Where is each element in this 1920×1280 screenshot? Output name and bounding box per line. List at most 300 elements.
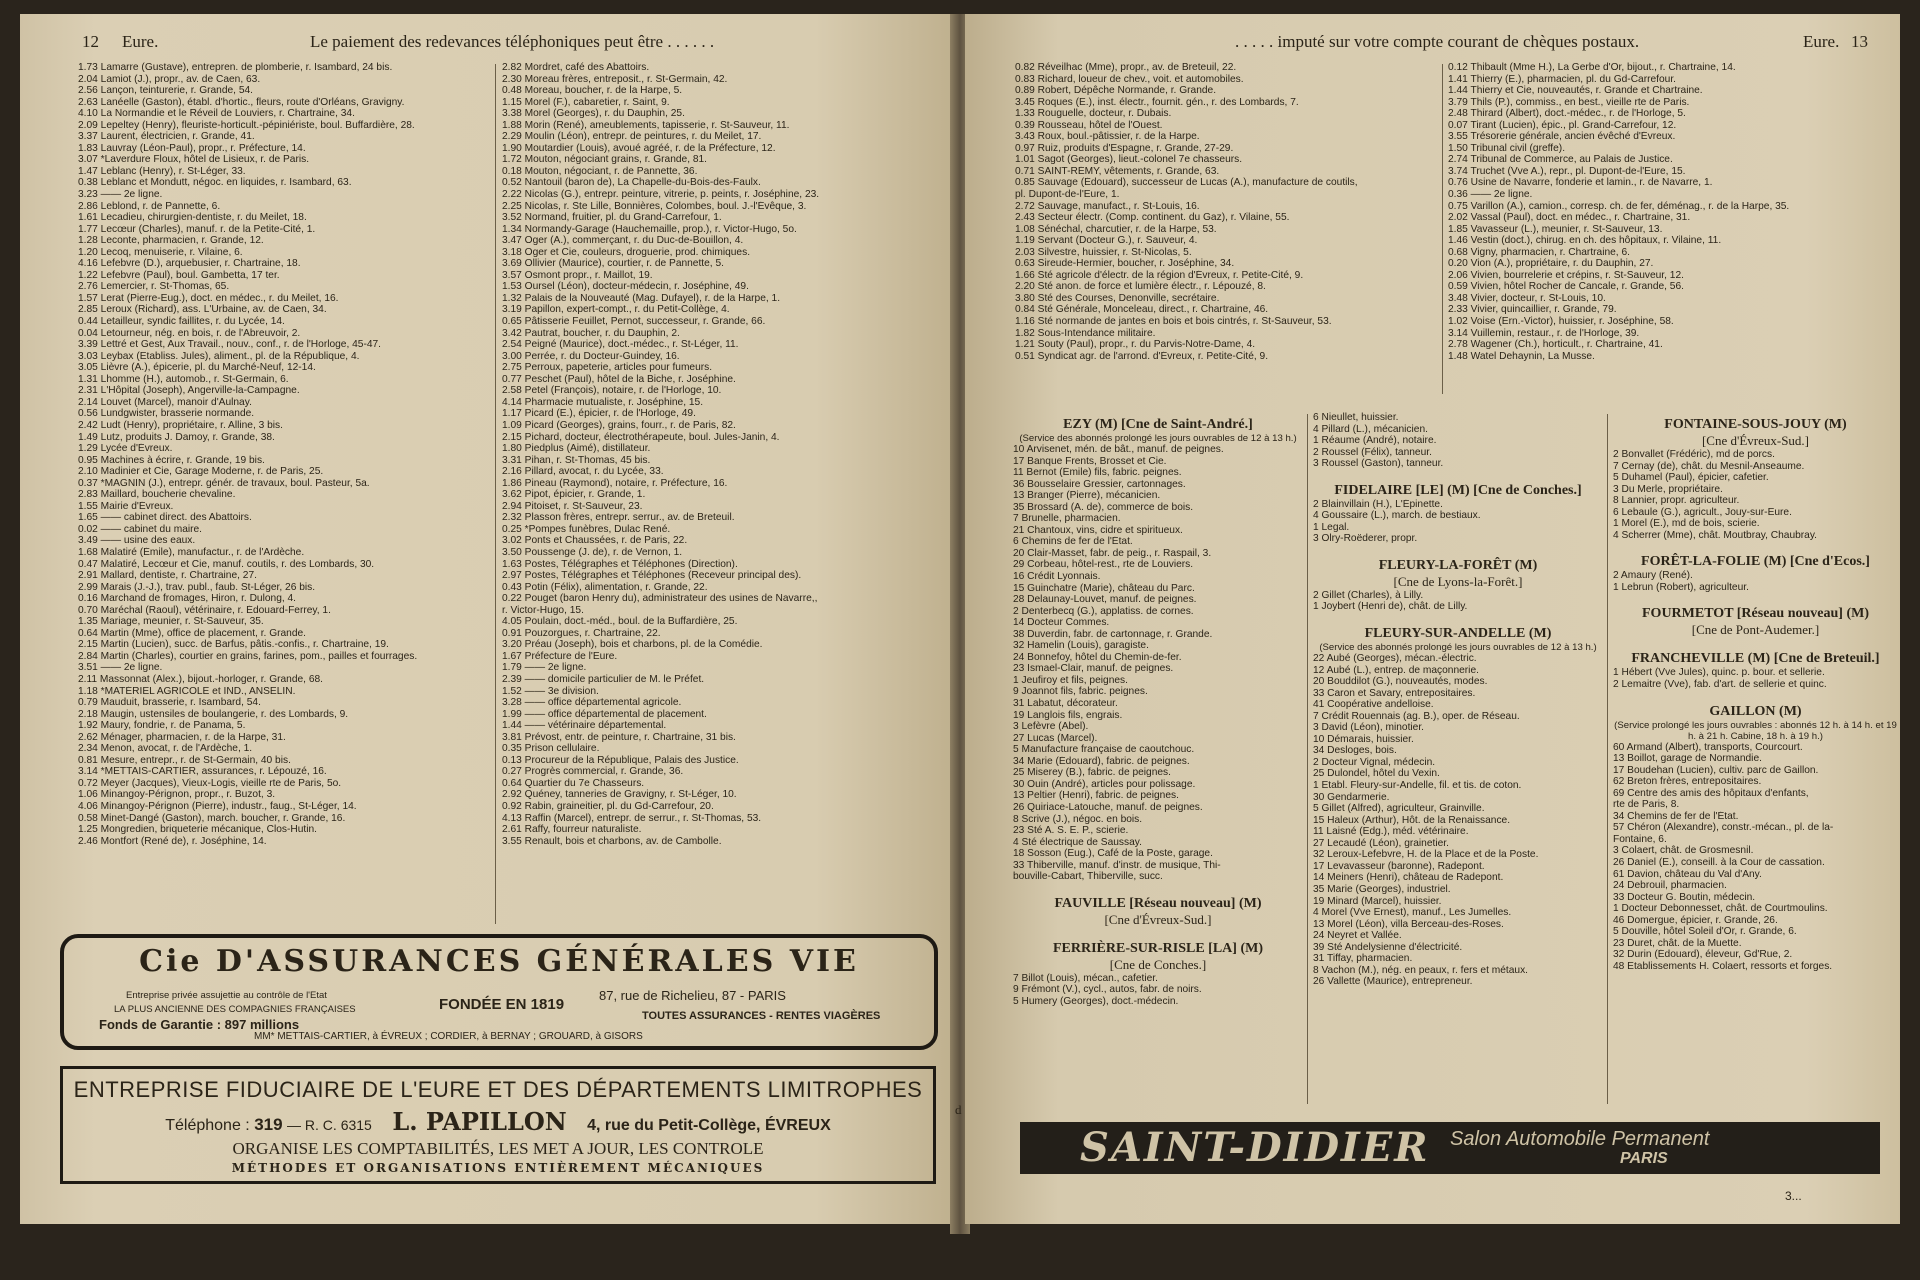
directory-entry: 4.10 La Normandie et le Réveil de Louviers, r. Chartraine, 34.: [78, 108, 355, 120]
directory-entry: 2.85 Leroux (Richard), ass. L'Urbaine, av. de Caen, 34.: [78, 304, 327, 316]
directory-entry: 7 Crédit Rouennais (ag. B.), oper. de Réseau.: [1313, 710, 1520, 722]
directory-entry: 20 Clair-Masset, fabr. de peig., r. Raspail, 3.: [1013, 547, 1212, 559]
directory-entry: 1.09 Picard (Georges), grains, fourr., r. de Paris, 82.: [502, 419, 736, 431]
directory-entry: 35 Marie (Georges), industriel.: [1313, 883, 1451, 895]
ad-papillon-fiduciaire: [60, 1066, 936, 1184]
ad-assurances-line2: LA PLUS ANCIENNE DES COMPAGNIES FRANÇAISES: [114, 1004, 356, 1015]
directory-entry: 3.80 Sté des Courses, Denonville, secrétaire.: [1015, 292, 1220, 304]
directory-entry: 29 Corbeau, hôtel-rest., rte de Louviers.: [1013, 559, 1194, 571]
directory-entry: 0.16 Marchand de fromages, Hiron, r. Dulong, 4.: [78, 593, 297, 605]
directory-entry: 0.72 Meyer (Jacques), Vieux-Logis, vieille rte de Paris, 5o.: [78, 777, 342, 789]
directory-entry: 1.49 Lutz, produits J. Damoy, r. Grande, 38.: [78, 431, 275, 443]
section-title-fontaine: FONTAINE-SOUS-JOUY (M): [1664, 417, 1847, 432]
directory-entry: 1.90 Moutardier (Louis), avoué agréé, r. de la Préfecture, 12.: [502, 142, 776, 154]
directory-entry: 6 Lebaule (G.), agricult., Jouy-sur-Eure.: [1613, 506, 1792, 518]
directory-entry: 0.04 Letourneur, nég. en bois, r. de l'Abreuvoir, 2.: [78, 327, 301, 339]
directory-entry: 0.39 Rousseau, hôtel de l'Ouest.: [1015, 119, 1163, 131]
directory-entry: pl. Dupont-de-l'Eure, 1.: [1015, 189, 1120, 201]
directory-entry: 2.91 Mallard, dentiste, r. Chartraine, 27.: [78, 570, 257, 582]
directory-entry: 2.22 Nicolas (G.), entrepr. peinture, vitrerie, p. peints, r. Joséphine, 23.: [502, 189, 820, 201]
directory-entry: 1.73 Lamarre (Gustave), entrepren. de plomberie, r. Isambard, 24 bis.: [78, 62, 393, 73]
directory-entry: 2.30 Moreau frères, entreposit., r. St-Germain, 42.: [502, 73, 728, 85]
directory-entry: 1.08 Sénéchal, charcutier, r. de la Harpe, 53.: [1015, 223, 1217, 235]
directory-entry: 2.72 Sauvage, manufact., r. St-Louis, 16.: [1015, 200, 1200, 212]
directory-entry: 2.06 Vivien, bourrelerie et crépins, r. St-Sauveur, 12.: [1448, 269, 1684, 281]
directory-entry: 3.74 Truchet (Vve A.), repr., pl. Dupont-de-l'Eure, 15.: [1448, 165, 1686, 177]
directory-entry: 1.52 —— 3e division.: [502, 685, 599, 697]
directory-entry: 30 Gendarmerie.: [1313, 791, 1390, 803]
directory-entry: 1.61 Lecadieu, chirurgien-dentiste, r. du Meilet, 18.: [78, 212, 307, 224]
directory-entry: 0.95 Machines à écrire, r. Grande, 19 bis.: [78, 454, 265, 466]
ad-papillon-contact: [63, 1107, 933, 1136]
directory-entry: 17 Banque Frents, Brosset et Cie.: [1013, 455, 1167, 467]
ad-assurances-generales: [60, 934, 938, 1050]
directory-entry: 2.78 Wagener (Ch.), horticult., r. Chartraine, 41.: [1448, 339, 1663, 351]
directory-entry: 3.03 Leybax (Etabliss. Jules), aliment., pl. de la République, 4.: [78, 350, 360, 362]
directory-entry: 3.39 Lettré et Gest, Aux Travail., nouv., conf., r. de l'Horloge, 45-47.: [78, 339, 382, 351]
directory-entry: 14 Meiners (Henri), château de Radepont.: [1313, 872, 1504, 884]
left-page-region: Eure.: [122, 32, 159, 51]
directory-entry: 3.81 Prévost, entr. de peinture, r. Chartraine, 31 bis.: [502, 731, 736, 743]
directory-entry: 1.28 Leconte, pharmacien, r. Grande, 12.: [78, 235, 264, 247]
directory-entry: 1.80 Piedplus (Aimé), distillateur.: [502, 443, 651, 455]
directory-entry: 0.12 Thibault (Mme H.), La Gerbe d'Or, bijout., r. Chartraine, 14.: [1448, 62, 1736, 73]
directory-entry: bouville-Cabart, Thiberville, succ.: [1013, 871, 1163, 883]
directory-entry: 0.59 Vivien, hôtel Rocher de Cancale, r. Grande, 56.: [1448, 281, 1684, 293]
section-note-fleury-andelle: (Service des abonnés prolongé les jours ouvrables de 12 à 13 h.): [1319, 642, 1597, 654]
directory-entry: 32 Hamelin (Louis), garagiste.: [1013, 640, 1149, 652]
directory-entry: 1.34 Normandy-Garage (Hauchemaille, prop.), r. Victor-Hugo, 5o.: [502, 223, 797, 235]
directory-entry: 3.62 Pipot, épicier, r. Grande, 1.: [502, 489, 646, 501]
directory-entry: 1.31 Lhomme (H.), automob., r. St-Germain, 6.: [78, 373, 289, 385]
directory-entry: 2 Blainvillain (H.), L'Épinette.: [1313, 498, 1443, 510]
directory-entry: 0.48 Moreau, boucher, r. de la Harpe, 5.: [502, 85, 683, 97]
column-divider: [1307, 414, 1308, 1104]
directory-entry: 21 Chantoux, vins, cidre et spiritueux.: [1013, 524, 1183, 536]
section-sub-ferriere: [Cne de Conches.]: [1109, 956, 1207, 972]
directory-entry: 5 Humery (Georges), doct.-médecin.: [1013, 995, 1179, 1007]
directory-entry: 41 Coopérative andelloise.: [1313, 699, 1434, 711]
directory-entry: 5 Douville, hôtel Soleil d'Or, r. Grande, 6.: [1613, 926, 1797, 938]
section-sub-fleury-foret: [Cne de Lyons-la-Forêt.]: [1393, 573, 1523, 589]
directory-entry: 0.52 Nantouil (baron de), La Chapelle-du-Bois-des-Faulx.: [502, 177, 761, 189]
directory-entry: 1.83 Lauvray (Léon-Paul), propr., r. Préfecture, 14.: [78, 142, 306, 154]
directory-entry: 2 Docteur Vignal, médecin.: [1313, 756, 1436, 768]
directory-entry: 8 Vachon (M.), nég. en peaux, r. fers et métaux.: [1313, 964, 1528, 976]
ad-papillon-name: L. PAPILLON: [392, 1107, 567, 1136]
directory-entry: 0.58 Minet-Dangé (Gaston), march. boucher, r. Grande, 16.: [78, 812, 346, 824]
directory-entry: 17 Levavasseur (baronne), Radepont.: [1313, 860, 1485, 872]
section-title-fauville: FAUVILLE [Réseau nouveau] (M): [1054, 895, 1262, 911]
section-gap: [1313, 613, 1603, 621]
directory-entry: 2.20 Sté anon. de force et lumière électr., r. Lépouzé, 8.: [1015, 281, 1266, 293]
directory-entry: 0.97 Ruiz, produits d'Espagne, r. Grande, 27-29.: [1015, 142, 1234, 154]
directory-entry: 2.39 —— domicile particulier de M. le Préfet.: [502, 673, 705, 685]
section-gap: [1613, 691, 1898, 699]
directory-entry: 2.16 Pillard, avocat, r. du Lycée, 33.: [502, 466, 664, 478]
directory-entry: 1.18 *MATÉRIEL AGRICOLE et IND., ANSELIN.: [78, 685, 296, 697]
directory-entry: 0.76 Usine de Navarre, fonderie et lamin., r. de Navarre, 1.: [1448, 177, 1713, 189]
directory-entry: 48 Etablissements H. Colaert, ressorts et forges.: [1613, 960, 1833, 972]
directory-entry: 0.18 Mouton, négociant, r. de Pannette, 36.: [502, 165, 698, 177]
directory-entry: 0.37 *MAGNIN (J.), entrepr. génér. de travaux, boul. Pasteur, 5a.: [78, 477, 370, 489]
section-gap: [1313, 470, 1603, 478]
directory-entry: 1.15 Morel (F.), cabaretier, r. Saint, 9.: [502, 96, 670, 108]
right-column-b: [1313, 412, 1603, 988]
directory-entry: 1.32 Palais de la Nouveauté (Mag. Dufayel), r. de la Harpe, 1.: [502, 292, 781, 304]
section-title-fleury-andelle: FLEURY-SUR-ANDELLE (M): [1364, 626, 1552, 642]
directory-entry: 1.33 Rouguelle, docteur, r. Dubais.: [1015, 108, 1172, 120]
right-footer-mark: 3...: [1785, 1189, 1802, 1203]
directory-entry: 33 Docteur G. Boutin, médecin.: [1613, 891, 1756, 903]
directory-entry: 15 Guinchatre (Marie), château du Parc.: [1013, 582, 1195, 594]
column-divider: [495, 64, 496, 924]
section-title-foret-folie: FORÊT-LA-FOLIE (M) [Cne d'Ecos.]: [1641, 554, 1870, 570]
directory-entry: 60 Armand (Albert), transports, Courcourt.: [1613, 741, 1803, 753]
directory-entry: 1.63 Postes, Télégraphes et Téléphones (Direction).: [502, 558, 738, 570]
directory-entry: 5 Manufacture française de caoutchouc.: [1013, 744, 1195, 756]
directory-entry: 0.91 Pouzorgues, r. Chartraine, 22.: [502, 627, 661, 639]
directory-entry: 3 David (Léon), minotier.: [1313, 722, 1424, 734]
directory-entry: 4.13 Raffin (Marcel), entrepr. de serrur., r. St-Thomas, 53.: [502, 812, 762, 824]
directory-entry: 3.14 *METTAIS-CARTIER, assurances, r. Lépouzé, 16.: [78, 766, 327, 778]
directory-entry: 31 Labatut, décorateur.: [1013, 698, 1118, 710]
directory-entry: 0.81 Mesure, entrepr., r. de St-Germain, 40 bis.: [78, 754, 291, 766]
left-page: [20, 14, 955, 1224]
directory-entry: 1.67 Préfecture de l'Eure.: [502, 650, 618, 662]
directory-entry: 31 Tiffay, pharmacien.: [1313, 953, 1413, 965]
open-directory-book: [20, 14, 1900, 1238]
ad-assurances-services: TOUTES ASSURANCES - RENTES VIAGÈRES: [642, 1010, 881, 1022]
directory-entry: 1.44 —— vétérinaire départemental.: [502, 720, 667, 732]
directory-entry: 2 Bonvallet (Frédéric), md de porcs.: [1613, 449, 1775, 460]
directory-entry: 2.63 Lanéelle (Gaston), établ. d'hortic., fleurs, route d'Orléans, Gravigny.: [78, 96, 405, 108]
directory-entry: 38 Duverdin, fabr. de cartonnage, r. Grande.: [1013, 628, 1213, 640]
directory-entry: 3.07 *Laverdure Floux, hôtel de Lisieux, r. de Paris.: [78, 154, 310, 166]
directory-entry: 4.16 Lefebvre (D.), arquebusier, r. Chartraine, 18.: [78, 258, 301, 270]
directory-entry: 3.37 Laurent, électricien, r. Grande, 41.: [78, 131, 255, 143]
directory-entry: 26 Quiriace-Latouche, manuf. de peignes.: [1013, 801, 1203, 813]
section-title-francheville: FRANCHEVILLE (M) [Cne de Breteuil.]: [1631, 651, 1880, 667]
directory-entry: 17 Boudehan (Lucien), cultiv. parc de Gaillon.: [1613, 764, 1819, 776]
directory-entry: 13 Branger (Pierre), mécanicien.: [1013, 490, 1161, 502]
directory-entry: 1.88 Morin (René), ameublements, tapisserie, r. St-Sauveur, 11.: [502, 119, 790, 131]
directory-entry: 34 Desloges, bois.: [1313, 745, 1397, 757]
directory-entry: 0.43 Potin (Félix), alimentation, r. Grande, 22.: [502, 581, 708, 593]
directory-entry: Fontaine, 6.: [1613, 833, 1667, 845]
directory-entry: 1.57 Lerat (Pierre-Eug.), doct. en médec., r. du Meilet, 16.: [78, 292, 339, 304]
right-top-column-2: [1448, 62, 1888, 362]
directory-entry: 25 Miserey (B.), fabric. de peignes.: [1013, 767, 1171, 779]
directory-entry: 2.15 Martin (Lucien), succ. de Barfus, pâtis.-confis., r. Chartraine, 19.: [78, 639, 389, 651]
directory-entry: 3.14 Vuillemin, restaur., r. de l'Horloge, 39.: [1448, 327, 1640, 339]
directory-entry: 3.05 Lièvre (A.), épicerie, pl. du Marché-Neuf, 12-14.: [78, 362, 316, 374]
directory-entry: 3.49 —— usine des eaux.: [78, 535, 196, 547]
section-gap: [1313, 545, 1603, 553]
directory-entry: 5 Duhamel (Paul), épicier, cafetier.: [1613, 472, 1769, 484]
directory-entry: 1.06 Minangoy-Pérignon, propr., r. Buzot, 3.: [78, 789, 276, 801]
directory-entry: 2 Roussel (Félix), tanneur.: [1313, 446, 1432, 458]
directory-entry: 23 Sté A. S. E. P., scierie.: [1013, 825, 1129, 837]
directory-entry: 4 Scherrer (Mme), chât. Moutbray, Chaubray.: [1613, 529, 1818, 541]
directory-entry: 3.00 Perrée, r. du Docteur-Guindey, 16.: [502, 350, 680, 362]
ad-saint-didier-brand: SAINT-DIDIER: [1080, 1124, 1430, 1171]
section-title-fidelaire: FIDELAIRE [LE] (M) [Cne de Conches.]: [1334, 482, 1582, 498]
directory-entry: 3.50 Poussenge (J. de), r. de Vernon, 1.: [502, 546, 683, 558]
directory-entry: 2 Amaury (René).: [1613, 570, 1693, 582]
section-gap: [1613, 593, 1898, 601]
directory-entry: 1.19 Servant (Docteur G.), r. Sauveur, 4.: [1015, 235, 1198, 247]
directory-entry: 61 Davion, château du Val d'Any.: [1613, 868, 1762, 880]
directory-entry: 1.22 Lefebvre (Paul), boul. Gambetta, 17 ter.: [78, 269, 280, 281]
directory-entry: 2.42 Ludt (Henry), propriétaire, r. Alline, 3 bis.: [78, 419, 283, 431]
directory-entry: 1.50 Tribunal civil (greffe).: [1448, 142, 1566, 154]
directory-entry: 1.46 Vestin (doct.), chirug. en ch. des hôpitaux, r. Vilaine, 11.: [1448, 235, 1722, 247]
directory-entry: 3.19 Papillon, expert-compt., r. du Petit-Collège, 4.: [502, 304, 730, 316]
directory-entry: 2.86 Leblond, r. de Pannette, 6.: [78, 200, 221, 212]
directory-entry: 3.47 Oger (A.), commerçant, r. du Duc-de-Bouillon, 4.: [502, 235, 744, 247]
directory-entry: 0.79 Mauduit, brasserie, r. Isambard, 54.: [78, 697, 261, 709]
directory-entry: 0.02 —— cabinet du maire.: [78, 523, 203, 535]
directory-entry: 11 Laisné (Edg.), méd. vétérinaire.: [1313, 826, 1469, 838]
directory-entry: 0.75 Varillon (A.), camion., corresp. ch. de fer, déménag., r. de la Harpe, 35.: [1448, 200, 1790, 212]
directory-entry: 3 Roussel (Gaston), tanneur.: [1313, 458, 1444, 470]
section-sub-fontaine: [Cne d'Évreux-Sud.]: [1701, 433, 1810, 448]
section-gap: [1013, 883, 1303, 891]
directory-entry: 1.79 —— 2e ligne.: [502, 662, 587, 674]
directory-entry: 34 Marie (Édouard), fabric. de peignes.: [1013, 755, 1190, 767]
directory-entry: 13 Boillot, garage de Normandie.: [1613, 753, 1762, 765]
directory-entry: 0.82 Réveilhac (Mme), propr., av. de Breteuil, 22.: [1015, 62, 1237, 73]
directory-entry: 34 Chemins de fer de l'État.: [1613, 810, 1739, 822]
directory-entry: 0.25 *Pompes funèbres, Dulac René.: [502, 523, 671, 535]
directory-entry: 20 Bouddilot (G.), nouveautés, modes.: [1313, 676, 1488, 688]
directory-entry: 10 Arvisenet, mén. de bât., manuf. de peignes.: [1013, 444, 1224, 455]
section-note-gaillon: (Service prolongé les jours ouvrables : abonnés 12 h. à 14 h. et 19 h. à 21 h. Cabine, 18 h. à 19 h.): [1614, 719, 1897, 742]
directory-entry: 3.31 Pihan, r. St-Thomas, 45 bis.: [502, 454, 651, 466]
directory-entry: 5 Gillet (Alfred), agriculteur, Grainville.: [1313, 803, 1485, 815]
directory-entry: 2.32 Plasson frères, entrepr. serrur., av. de Breteuil.: [502, 512, 735, 524]
directory-entry: 16 Crédit Lyonnais.: [1013, 571, 1101, 583]
directory-entry: 2.99 Marais (J.-J.), trav. publ., faub. St-Léger, 26 bis.: [78, 581, 316, 593]
directory-entry: 1.47 Leblanc (Henry), r. St-Léger, 33.: [78, 165, 246, 177]
directory-entry: 1.48 Watel Dehaynin, La Musse.: [1448, 350, 1595, 362]
directory-entry: 2.76 Lemercier, r. St-Thomas, 65.: [78, 281, 230, 293]
directory-entry: 15 Haleux (Arthur), Hôt. de la Renaissance.: [1313, 814, 1511, 826]
directory-entry: 2.18 Maugin, ustensiles de boulangerie, r. des Lombards, 9.: [78, 708, 349, 720]
directory-entry: 6 Nieullet, huissier.: [1313, 412, 1399, 423]
directory-entry: 33 Thiberville, manuf. d'instr. de musique, Thi-: [1013, 859, 1221, 871]
directory-entry: 4.14 Pharmacie mutualiste, r. Joséphine, 15.: [502, 396, 704, 408]
directory-entry: 1.44 Thierry et Cie, nouveautés, r. Grande et Chartraine.: [1448, 85, 1703, 97]
directory-entry: 3.48 Vivier, docteur, r. St-Louis, 10.: [1448, 292, 1606, 304]
directory-entry: 1.66 Sté agricole d'électr. de la région d'Évreux, r. Petite-Cité, 9.: [1015, 269, 1304, 281]
directory-entry: 12 Aubé (L.), entrep. de maçonnerie.: [1313, 664, 1479, 676]
section-title-ezy: EZY (M) [Cne de Saint-André.]: [1063, 417, 1253, 432]
section-title-gaillon: GAILLON (M): [1709, 703, 1802, 719]
directory-entry: 62 Breton frères, entrepositaires.: [1613, 776, 1762, 788]
directory-entry: 2.31 L'Hôpital (Joseph), Angerville-la-Campagne.: [78, 385, 300, 397]
directory-entry: 3.28 —— office départemental agricole.: [502, 697, 682, 709]
directory-entry: 1 Hébert (Vve Jules), quinc. p. bour. et sellerie.: [1613, 667, 1825, 679]
directory-entry: 26 Vallette (Maurice), entrepreneur.: [1313, 976, 1473, 988]
directory-entry: 2.46 Montfort (René de), r. Joséphine, 14.: [78, 835, 267, 847]
directory-entry: 8 Scrive (J.), négoc. en bois.: [1013, 813, 1143, 825]
directory-entry: 9 Joannot fils, fabric. peignes.: [1013, 686, 1148, 698]
section-gap: [1613, 638, 1898, 646]
left-page-number: 12: [82, 32, 99, 51]
directory-entry: 1 Lebrun (Robert), agriculteur.: [1613, 581, 1749, 593]
section-title-fourmetot: FOURMETOT [Réseau nouveau] (M): [1642, 606, 1869, 622]
directory-entry: 0.64 Quartier du 7e Chasseurs.: [502, 777, 645, 789]
left-column-2: [502, 62, 942, 847]
directory-entry: 46 Domergue, épicier, r. Grande, 26.: [1613, 914, 1778, 926]
directory-entry: 1 Morel (E.), md de bois, scierie.: [1613, 518, 1760, 530]
directory-entry: 19 Langlois fils, engrais.: [1013, 709, 1123, 721]
directory-entry: 27 Lecaudé (Léon), grainetier.: [1313, 837, 1449, 849]
directory-entry: 0.20 Vion (A.), propriétaire, r. du Dauphin, 27.: [1448, 258, 1654, 270]
right-running-head: . . . . . imputé sur votre compte courant de chèques postaux.: [1235, 32, 1640, 51]
directory-entry: 2 Denterbecq (G.), applatiss. de cornes.: [1013, 605, 1194, 617]
directory-entry: 1 Docteur Debonnesset, chât. de Courtmoulins.: [1613, 903, 1828, 915]
directory-entry: 18 Sosson (Eug.), Café de la Poste, garage.: [1013, 848, 1213, 860]
right-top-column-1: [1015, 62, 1440, 362]
directory-entry: 1 Legal.: [1313, 521, 1350, 533]
directory-entry: 1.35 Mariage, meunier, r. St-Sauveur, 35.: [78, 616, 264, 628]
directory-entry: 3.18 Oger et Cie, couleurs, droguerie, prod. chimiques.: [502, 246, 751, 258]
directory-entry: 25 Dulondel, hôtel du Vexin.: [1313, 768, 1440, 780]
directory-entry: 1.86 Pineau (Raymond), notaire, r. Préfecture, 16.: [502, 477, 728, 489]
directory-entry: 0.36 —— 2e ligne.: [1448, 189, 1533, 201]
directory-entry: 2.56 Lançon, teinturerie, r. Grande, 54.: [78, 85, 253, 97]
directory-entry: 1.99 —— office départemental de placement.: [502, 708, 707, 720]
directory-entry: 0.77 Peschet (Paul), hôtel de la Biche, r. Joséphine.: [502, 373, 736, 385]
directory-entry: 1.82 Sous-Intendance militaire.: [1015, 327, 1156, 339]
directory-entry: 39 Sté Andelysienne d'électricité.: [1313, 941, 1463, 953]
directory-entry: 2.58 Petel (François), notaire, r. de l'Horloge, 10.: [502, 385, 722, 397]
directory-entry: 0.27 Progrès commercial, r. Grande, 36.: [502, 766, 684, 778]
directory-entry: 23 Duret, chât. de la Muette.: [1613, 937, 1742, 949]
ad-assurances-title: Cie D'ASSURANCES GÉNÉRALES VIE: [139, 944, 859, 979]
directory-entry: 26 Daniel (E.), conseill. à la Cour de cassation.: [1613, 857, 1825, 869]
directory-entry: 10 Démarais, huissier.: [1313, 733, 1414, 745]
right-column-c: [1613, 412, 1898, 973]
ad-saint-didier-city: PARIS: [1620, 1150, 1668, 1167]
directory-entry: 2.14 Louvet (Marcel), manoir d'Aulnay.: [78, 396, 252, 408]
directory-entry: 0.56 Lundgwister, brasserie normande.: [78, 408, 255, 420]
directory-entry: 1.01 Sagot (Georges), lieut.-colonel 7e chasseurs.: [1015, 154, 1243, 166]
directory-entry: 2 Gillet (Charles), à Lilly.: [1313, 589, 1424, 601]
directory-entry: 1.55 Mairie d'Évreux.: [78, 500, 174, 512]
directory-entry: 4.05 Poulain, doct.-méd., boul. de la Buffardière, 25.: [502, 616, 738, 628]
directory-entry: 0.13 Procureur de la République, Palais des Justice.: [502, 754, 739, 766]
ad-saint-didier-tagline: Salon Automobile Permanent: [1450, 1128, 1710, 1150]
directory-entry: 1.20 Lecoq, menuiserie, r. Vilaine, 6.: [78, 246, 243, 258]
directory-entry: 9 Frémont (V.), cycl., autos, fabr. de noirs.: [1013, 984, 1202, 996]
directory-entry: 1.21 Souty (Paul), propr., r. du Parvis-Notre-Dame, 4.: [1015, 339, 1256, 351]
directory-entry: 36 Bousselaire Gressier, cartonnages.: [1013, 478, 1186, 490]
directory-entry: 1.53 Oursel (Léon), docteur-médecin, r. Joséphine, 49.: [502, 281, 749, 293]
directory-entry: 2.03 Silvestre, huissier, r. St-Nicolas, 5.: [1015, 246, 1192, 258]
directory-entry: 24 Bonnefoy, hôtel du Chemin-de-fer.: [1013, 651, 1182, 663]
ad-papillon-title: ENTREPRISE FIDUCIAIRE DE L'EURE ET DES DÉPARTEMENTS LIMITROPHES: [73, 1077, 923, 1102]
directory-entry: 4.06 Minangoy-Pérignon (Pierre), industr., faug., St-Léger, 14.: [78, 801, 357, 812]
directory-entry: 4 Goussaire (L.), march. de bestiaux.: [1313, 510, 1481, 522]
directory-entry: 4 Sté électrique de Saussay.: [1013, 836, 1142, 848]
directory-entry: 27 Lucas (Marcel).: [1013, 732, 1098, 744]
directory-entry: 32 Leroux-Lefebvre, H. de la Place et de la Poste.: [1313, 849, 1539, 861]
directory-entry: 3.43 Roux, boul.-pâtissier, r. de la Harpe.: [1015, 131, 1200, 143]
directory-entry: 0.38 Leblanc et Mondutt, négoc. en liquides, r. Isambard, 63.: [78, 177, 352, 189]
directory-entry: 3.20 Préau (Joseph), bois et charbons, pl. de la Comédie.: [502, 639, 763, 651]
ad-assurances-line1: Entreprise privée assujettie au contrôle de l'Etat: [126, 990, 327, 1001]
directory-entry: 1.16 Sté normande de jantes en bois et bois cintrés, r. St-Sauveur, 53.: [1015, 316, 1332, 328]
directory-entry: 2.11 Massonnat (Alex.), bijout.-horloger, r. Grande, 68.: [78, 673, 324, 685]
ad-papillon-slogan: ORGANISE LES COMPTABILITÉS, LES MET A JOUR, LES CONTROLE: [232, 1139, 764, 1158]
directory-entry: 19 Minard (Marcel), huissier.: [1313, 895, 1442, 907]
section-sub-fauville: [Cne d'Évreux-Sud.]: [1104, 911, 1212, 927]
directory-entry: 0.35 Prison cellulaire.: [502, 743, 600, 755]
left-column-1: [78, 62, 488, 847]
directory-entry: 0.63 Sireude-Hermier, boucher, r. Joséphine, 34.: [1015, 258, 1235, 270]
directory-entry: 7 Brunelle, pharmacien.: [1013, 513, 1121, 525]
column-divider: [1442, 64, 1443, 394]
directory-entry: 22 Aubé (Georges), mécan.-électric.: [1313, 653, 1477, 665]
ad-papillon-phone-label: Téléphone :: [165, 1117, 250, 1134]
section-title-fleury-foret: FLEURY-LA-FORÊT (M): [1378, 557, 1538, 573]
directory-entry: 11 Bernot (Émile) fils, fabric. peignes.: [1013, 467, 1182, 479]
directory-entry: 2.10 Madinier et Cie, Garage Moderne, r. de Paris, 25.: [78, 466, 324, 478]
directory-entry: 1.65 —— cabinet direct. des Abattoirs.: [78, 512, 252, 524]
directory-entry: 0.65 Pâtisserie Feuillet, Pernot, successeur, r. Grande, 66.: [502, 316, 766, 328]
directory-entry: 24 Debrouil, pharmacien.: [1613, 880, 1727, 892]
directory-entry: 3 Du Merle, propriétaire.: [1613, 483, 1723, 495]
margin-letter: d: [955, 1102, 962, 1117]
directory-entry: 2.84 Martin (Charles), courtier en grains, farines, pom., pailles et fourrages.: [78, 650, 418, 662]
directory-entry: 0.85 Sauvage (Édouard), successeur de Lucas (A.), manufacture de coutils,: [1015, 177, 1358, 189]
right-page-number: 13: [1851, 32, 1868, 51]
directory-entry: 1 Etabl. Fleury-sur-Andelle, fil. et tis. de coton.: [1313, 780, 1522, 792]
directory-entry: 2.04 Lamiot (J.), propr., av. de Caen, 63.: [78, 73, 261, 85]
directory-entry: 1.02 Voise (Ern.-Victor), huissier, r. Joséphine, 58.: [1448, 316, 1674, 328]
directory-entry: 3.45 Roques (E.), inst. électr., fournit. gén., r. des Lombards, 7.: [1015, 96, 1299, 108]
directory-entry: 3.51 —— 2e ligne.: [78, 662, 163, 674]
ad-assurances-line3: Fonds de Garantie : 897 millions: [99, 1017, 300, 1032]
ad-papillon-phone: 319: [254, 1115, 283, 1134]
directory-entry: 2.15 Pichard, docteur, électrothérapeute, boul. Jules-Janin, 4.: [502, 431, 780, 443]
directory-entry: 3.23 —— 2e ligne.: [78, 189, 163, 201]
directory-entry: 0.84 Sté Générale, Monceleau, direct., r. Chartraine, 46.: [1015, 304, 1269, 316]
directory-entry: 1.92 Maury, fondrie, r. de Panama, 5.: [78, 720, 246, 732]
directory-entry: 8 Lannier, propr. agriculteur.: [1613, 495, 1740, 507]
section-sub-fourmetot: [Cne de Pont-Audemer.]: [1691, 622, 1820, 638]
ad-assurances-founded: FONDÉE EN 1819: [439, 996, 565, 1013]
directory-entry: 2.75 Perroux, papeterie, articles pour fumeurs.: [502, 362, 713, 374]
directory-entry: 1.41 Thierry (E.), pharmacien, pl. du Gd-Carrefour.: [1448, 73, 1676, 85]
section-note-ezy: (Service des abonnés prolongé les jours ouvrables de 12 à 13 h.): [1019, 433, 1297, 444]
directory-entry: 2.83 Maillard, boucherie chevaline.: [78, 489, 236, 501]
directory-entry: 0.83 Richard, loueur de chev., voit. et automobiles.: [1015, 73, 1244, 85]
directory-entry: 3.55 Trésorerie générale, ancien évêché d'Évreux.: [1448, 131, 1676, 143]
directory-entry: 69 Centre des amis des hôpitaux d'enfants,: [1613, 787, 1809, 799]
section-gap: [1013, 928, 1303, 936]
directory-entry: 1.25 Mongredien, briqueterie mécanique, Clos-Hutin.: [78, 824, 317, 836]
directory-entry: 1.68 Malatiré (Émile), manufactur., r. de l'Ardèche.: [78, 546, 305, 558]
directory-entry: 0.64 Martin (Mme), office de placement, r. Grande.: [78, 627, 306, 639]
directory-entry: 2.82 Mordret, café des Abattoirs.: [502, 62, 650, 73]
directory-entry: 2.62 Ménager, pharmacien, r. de la Harpe, 31.: [78, 731, 286, 743]
directory-entry: 3 Lefèvre (Abel).: [1013, 721, 1089, 733]
